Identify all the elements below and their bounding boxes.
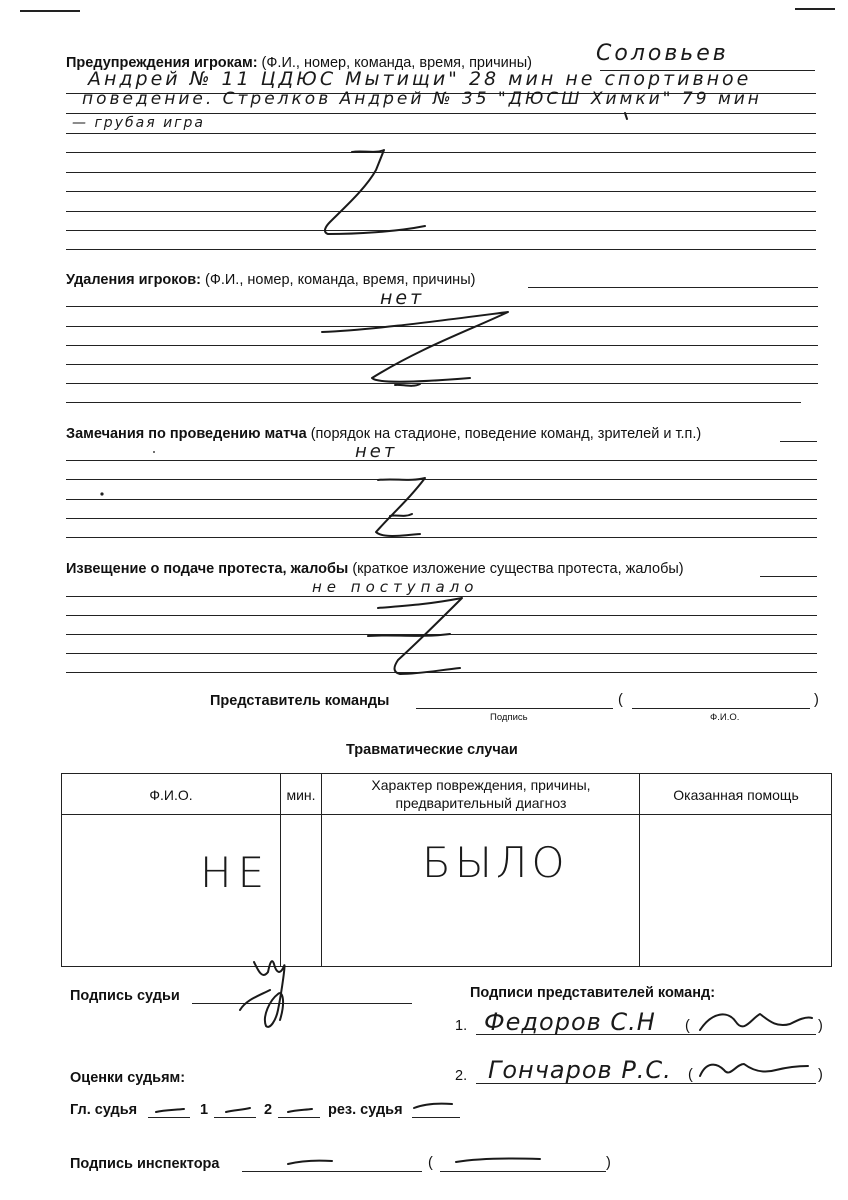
expulsions-label-bold: Удаления игроков:	[66, 272, 201, 288]
protest-label-bold: Извещение о подаче протеста, жалобы	[66, 561, 349, 577]
remarks-label-rest: (порядок на стадионе, поведение команд, зрителей и т.п.)	[306, 426, 702, 442]
referee-signature	[240, 990, 270, 1010]
inspector-paren-close: )	[606, 1155, 611, 1171]
paren-close: )	[814, 692, 819, 708]
team-rep-label-text: Представитель команды	[210, 693, 390, 709]
expulsions-mark	[395, 384, 420, 386]
grade-dash	[288, 1109, 312, 1112]
grade-dash	[414, 1104, 452, 1108]
inspector-label-text: Подпись инспектора	[70, 1156, 220, 1172]
referee-signature-label-text: Подпись судьи	[70, 988, 180, 1004]
assistant1-label-text: 1	[200, 1102, 209, 1118]
rep1-paren-close: )	[818, 1018, 823, 1034]
grades-label-text: Оценки судьям:	[70, 1070, 186, 1086]
warnings-label-rest: (Ф.И., номер, команда, время, причины)	[257, 55, 533, 71]
protest-handwriting: не поступало	[312, 578, 479, 596]
col-header-help: Оказанная помощь	[673, 787, 799, 803]
expulsions-handwriting: нет	[380, 287, 425, 309]
z-crossout-warnings	[325, 150, 425, 234]
injuries-handwriting-left: НЕ	[200, 848, 271, 897]
rep2-paren-close: )	[818, 1067, 823, 1083]
warnings-handwriting-1: Соловьев	[596, 41, 729, 66]
rep2-number: 2.	[455, 1068, 468, 1084]
inspector-dash	[456, 1158, 540, 1162]
protest-mark	[368, 634, 450, 636]
col-header-injury: Характер повреждения, причины, предварительный диагноз	[371, 777, 591, 811]
injuries-handwriting-right: БЫЛО	[422, 838, 569, 887]
inspector-paren-open: (	[428, 1155, 433, 1171]
main-ref-label-text: Гл. судья	[70, 1102, 138, 1118]
grade-dash	[156, 1109, 184, 1112]
rep1-number: 1.	[455, 1018, 468, 1034]
assistant2-label-text: 2	[264, 1102, 273, 1118]
ink-dot	[153, 451, 155, 453]
rep1-paren-open: (	[685, 1018, 690, 1034]
reserve-ref-label-text: рез. судья	[328, 1102, 403, 1118]
warnings-handwriting-4: — грубая игра	[72, 115, 205, 131]
rep2-signature	[700, 1064, 808, 1076]
fio-caption: Ф.И.О.	[710, 712, 740, 723]
rep1-signature	[700, 1014, 812, 1030]
rep2-handwriting: Гончаров Р.С.	[488, 1056, 672, 1084]
injuries-title-text: Травматические случаи	[346, 742, 518, 758]
warnings-label-bold: Предупреждения игрокам:	[66, 55, 258, 71]
ink-dot	[100, 492, 103, 495]
referee-signature	[254, 961, 285, 1027]
handwriting-mark	[625, 113, 627, 119]
rep2-paren-open: (	[688, 1067, 693, 1083]
expulsions-label-rest: (Ф.И., номер, команда, время, причины)	[200, 272, 476, 288]
remarks-handwriting: нет	[355, 441, 398, 462]
paren-open: (	[618, 692, 623, 708]
remarks-label-bold: Замечания по проведению матча	[66, 426, 307, 442]
warnings-handwriting-3: поведение. Стрелков Андрей № 35 "ДЮСШ Химки" 79 мин	[82, 89, 762, 109]
protest-label-rest: (краткое изложение существа протеста, жалобы)	[348, 561, 684, 577]
warnings-handwriting-2: Андрей № 11 ЦДЮС Мытищи" 28 мин не спортивное	[88, 68, 752, 90]
grade-dash	[226, 1108, 250, 1112]
reps-signature-label-text: Подписи представителей команд:	[470, 985, 716, 1001]
inspector-dash	[288, 1161, 332, 1164]
col-header-min: мин.	[286, 787, 316, 803]
z-crossout-expulsions	[322, 312, 508, 382]
col-header-fio: Ф.И.О.	[149, 787, 193, 803]
z-crossout-remarks	[376, 478, 425, 536]
rep1-handwriting: Федоров С.Н	[484, 1008, 656, 1036]
signature-caption: Подпись	[490, 712, 528, 723]
